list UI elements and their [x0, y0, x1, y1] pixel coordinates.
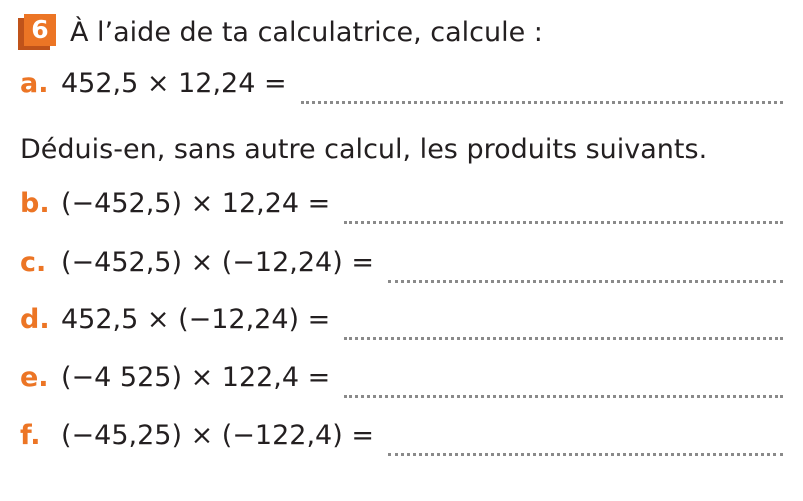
item-f [20, 420, 783, 464]
item-expression: 452,5 × 12,24 = [61, 68, 287, 99]
item-letter: e. [20, 362, 49, 393]
item-expression: (−45,25) × (−122,4) = [61, 420, 374, 451]
item-a [20, 68, 783, 112]
item-d [20, 304, 783, 348]
answer-blank[interactable] [344, 221, 783, 224]
item-letter: f. [20, 420, 41, 451]
exercise-statement: Déduis-en, sans autre calcul, les produits suivants. [20, 134, 708, 165]
item-c [20, 247, 783, 291]
answer-blank[interactable] [344, 337, 783, 340]
item-letter: d. [20, 304, 50, 335]
exercise-number-badge [18, 14, 56, 50]
answer-blank[interactable] [388, 453, 783, 456]
item-letter: b. [20, 188, 50, 219]
exercise-instruction: À l’aide de ta calculatrice, calcule : [70, 16, 543, 48]
item-expression: 452,5 × (−12,24) = [61, 304, 331, 335]
answer-blank[interactable] [388, 280, 783, 283]
item-letter: c. [20, 247, 47, 278]
exercise-header [18, 12, 543, 52]
answer-blank[interactable] [344, 395, 783, 398]
item-b [20, 188, 783, 232]
item-e [20, 362, 783, 406]
item-expression: (−452,5) × 12,24 = [61, 188, 331, 219]
item-letter: a. [20, 68, 49, 99]
exercise-number: 6 [24, 14, 56, 46]
item-expression: (−4 525) × 122,4 = [61, 362, 331, 393]
item-expression: (−452,5) × (−12,24) = [61, 247, 374, 278]
answer-blank[interactable] [301, 101, 783, 104]
